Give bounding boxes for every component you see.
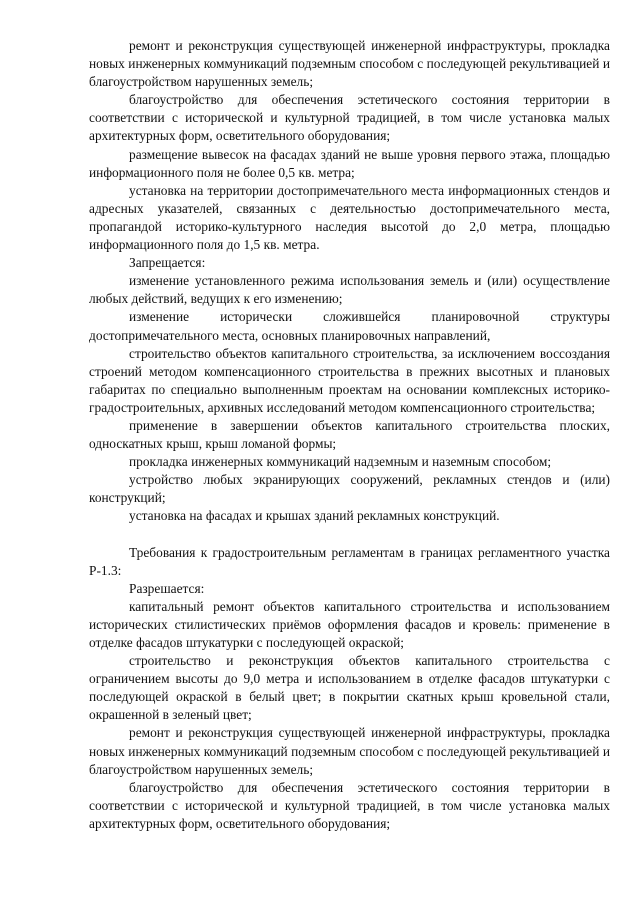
paragraph-above-ground-utilities: прокладка инженерных коммуникаций надземным и наземным способом; <box>129 454 552 470</box>
paragraph-info-stands: установка на территории достопримечательного места информационных стендов и адресных указателей, связанных с деятельностью достопримечательного места, пропагандой историко-культурного наследия высотой до 2,0 метра, площадью информационного поля до 1,5 кв. метра. <box>89 182 610 253</box>
paragraph-repair-infrastructure: ремонт и реконструкция существующей инженерной инфраструктуры, прокладка новых инженерных коммуникаций подземным способом с последующей рекультивацией и благоустройством нарушенных земель; <box>89 38 610 90</box>
paragraph-signage: размещение вывесок на фасадах зданий не выше уровня первого этажа, площадью информационного поля не более 0,5 кв. метра; <box>89 146 610 180</box>
paragraph-land-use-change: изменение установленного режима использования земель и (или) осуществление любых действий, ведущих к его изменению; <box>89 273 610 307</box>
paragraph-capital-construction: строительство объектов капитального строительства, за исключением воссоздания строений методом компенсационного строительства в прежних высотных и плановых габаритах по специально выполненным проектам на основании комплексных историко-градостроительных, архивных исследований методом компенсационного строительства; <box>89 345 610 415</box>
paragraph-construction-height: строительство и реконструкция объектов капитального строительства с ограничением высоты до 9,0 метра и использованием в отделке фасадов штукатурки с последующей окраской в белый цвет; в покрытии скатных крыш кровельной стали, окрашенной в зеленый цвет; <box>89 653 610 723</box>
section-heading-r13: Требования к градостроительным регламентам в границах регламентного участка Р-1.3: <box>89 544 610 578</box>
paragraph-advertising: установка на фасадах и крышах зданий рекламных конструкций. <box>129 508 500 524</box>
paragraph-repair-infrastructure-2: ремонт и реконструкция существующей инженерной инфраструктуры, прокладка новых инженерных коммуникаций подземным способом с последующей рекультивацией и благоустройством нарушенных земель; <box>89 725 610 777</box>
paragraph-landscaping: благоустройство для обеспечения эстетического состояния территории в соответствии с исторической и культурной традицией, в том числе установка малых архитектурных форм, осветительного оборудования; <box>89 92 610 144</box>
document-page <box>89 37 610 833</box>
heading-permitted: Разрешается: <box>129 580 205 596</box>
paragraph-roof-forms: применение в завершении объектов капитального строительства плоских, односкатных крыш, крыш ломаной формы; <box>89 417 610 452</box>
paragraph-screening-structures: устройство любых экранирующих сооружений, рекламных стендов и (или) конструкций; <box>89 472 610 506</box>
paragraph-landscaping-2: благоустройство для обеспечения эстетического состояния территории в соответствии с исторической и культурной традицией, в том числе установка малых архитектурных форм, осветительного оборудования; <box>89 779 610 831</box>
paragraph-planning-structure: изменение исторически сложившейся планировочной структуры достопримечательного места, основных планировочных направлений, <box>89 309 610 343</box>
paragraph-capital-repair: капитальный ремонт объектов капитального строительства и использованием исторических стилистических приёмов оформления фасадов и кровель: применение в отделке фасадов штукатурки с последующей окраской; <box>89 598 610 650</box>
heading-prohibited: Запрещается: <box>129 255 206 271</box>
